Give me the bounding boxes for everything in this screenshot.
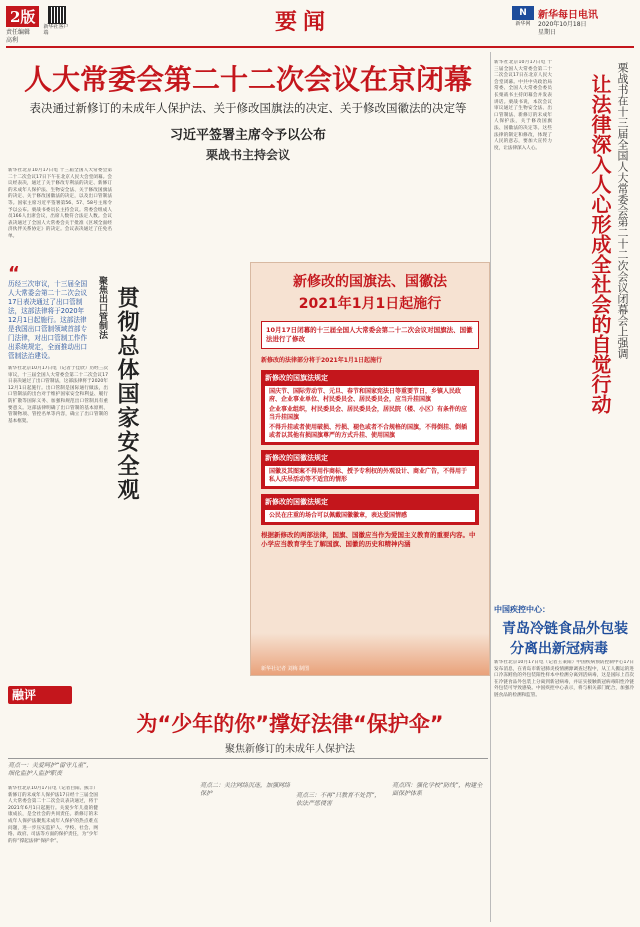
lead-sub3: 栗战书主持会议: [205, 148, 290, 162]
masthead-left: [6, 6, 98, 42]
bottom-quote-1: 亮点一：关爱呵护“留守儿童”，细化监护人监护职责: [8, 762, 93, 777]
masthead-right: [512, 6, 636, 37]
bottom-body-col3: [200, 800, 290, 922]
rongping-tag: [8, 686, 72, 704]
rule-vert-sub: 栗战书在十三届全国人大常委会第二十二次会议闭幕会上强调: [616, 62, 629, 359]
flag-item2-title: 新修改的国徽法规定: [265, 454, 328, 462]
flag-item1-point: 国庆节、国际劳动节、元旦、春节和国家宪法日等重要节日，乡镇人民政府、企业事业单位、村民委员会、居民委员会，应当升挂国旗: [269, 388, 462, 403]
export-body: 新华社北京10月17日电（记者于佳欣）历经三次审议，十三届全国人大常委会第二十二次会议17日表决通过了出口管制法，这部法律将于2020年12月1日起施行。出口管制是国际通行做法，出口管制法的出台对于维护国家安全和利益、履行防扩散等国际义务、加强和规范出口管制具有重要意义。这部法律明确了出口管制的基本原则、管制物项、管控名单等内容，确立了出口管制的基本框架。: [8, 366, 108, 424]
page-number: 2版: [6, 6, 39, 27]
flag-summary: 10月17日闭幕的十三届全国人大常委会第二十二次会议对国旗法、国徽法进行了修改: [261, 321, 479, 349]
flag-item1-title: 新修改的国旗法规定: [265, 374, 328, 382]
lead-body-col2: [118, 168, 222, 258]
bottom-quote-3: 亮点三：不再“只教育不处罚”，依法严惩侵害: [296, 792, 381, 807]
left-app-label: 新华社客户端: [43, 24, 69, 36]
xinhuanet-logo-icon: N: [512, 6, 534, 20]
lead-sub2: 习近平签署主席令予以公布: [169, 128, 326, 143]
lead-subhead: 表决通过新修订的未成年人保护法、关于修改国旗法的决定、关于修改国徽法的决定等: [29, 101, 467, 115]
flag-credit: 新华社记者 刘梅 制图: [261, 666, 310, 672]
export-title: 贯彻总体国家安全观: [114, 286, 140, 502]
flag-item1-point: 企业事业组织，村民委员会、居民委员会，居民院（楼、小区）有条件的应当升挂国旗: [269, 406, 468, 421]
column-divider: [490, 52, 491, 922]
flag-footer: 根据新修改的两部法律，国旗、国徽应当作为爱国主义教育的重要内容。中小学应当教育学生了解国旗、国徽的历史和精神内涵: [261, 531, 476, 548]
lead-headline: 人大常委会第二十二次会议在京闭幕: [23, 63, 472, 96]
lead-body-col1: 新华社北京10月17日电 十三届全国人大常委会第二十二次会议17日下午在北京人民大会堂闭幕。会议经表决，通过了关于修改专利法的决定、新修订的未成年人保护法、生物安全法、关于修改国旗法的决定、关于修改国徽法的决定，以及出口管制法等。国家主席习近平签署第56、57、58号主席令予以公布。栗战书委员长主持会议。常委会组成人员166人出席会议，出席人数符合法定人数。会议表决通过了全国人大常委会关于批准《区域全面经济伙伴关系协定》的决定。会议表决通过了任免名单。: [8, 168, 112, 239]
rule-body-col1: 新华社北京10月17日电 十三届全国人大常委会第二十二次会议17日在北京人民大会堂闭幕。中共中央政治局常委、全国人大常委会委员长栗战书主持闭幕会并发表讲话。栗战书说，本次会议审议通过了生物安全法、出口管制法、新修订的未成年人保护法，关于修改国旗法、国徽法的决定等。这些法律的制定和修改，体现了人民的意志，要加大宣传力度，让法律深入人心。: [494, 60, 552, 151]
right-app-label: 新华网: [515, 21, 531, 27]
flag-item3-title: 新修改的国徽法规定: [265, 498, 328, 506]
bottom-body-col5: [392, 802, 486, 922]
section-title: 要闻: [275, 9, 332, 35]
bottom-rule: [8, 758, 488, 759]
flag-item1-list: [265, 386, 475, 442]
bottom-body-col2: [104, 762, 194, 922]
flag-item3-point: 公民在庄重的场合可以佩戴国徽徽章，表达爱国情感: [265, 510, 475, 522]
issue-date: 2020年10月18日: [538, 21, 587, 28]
masthead-rule: [6, 46, 634, 48]
flag-item1-point: 不得升挂或者使用破损、污损、褪色或者不合规格的国旗，不得倒挂、倒插或者以其他有损国旗尊严的方式升挂、使用国旗: [269, 424, 468, 439]
flag-banner-line2: 2021年1月1日起施行: [298, 296, 442, 312]
qingdao-headline-2: 分离出新冠病毒: [510, 641, 608, 657]
export-body-col3: [152, 440, 244, 674]
export-quote-box: [8, 263, 90, 360]
qr-code-icon: [48, 6, 66, 24]
lead-body-col3: [228, 168, 332, 258]
editor-line-1: 责任编辑: [6, 29, 31, 36]
bottom-headline: 为“少年的你”撑好法律“保护伞”: [136, 712, 444, 736]
flag-law-infographic: [250, 262, 490, 676]
flag-item2-point: 国徽及其图案不得用作商标、授予专利权的外观设计、商业广告，不得用于私人庆吊活动等不适宜的情形: [265, 466, 475, 486]
rule-vert-title: 让法律深入人心形成全社会的自觉行动: [588, 74, 612, 414]
qingdao-headline-1: 青岛冷链食品外包装: [502, 621, 628, 637]
rongping-tag-text: 融评: [12, 688, 37, 702]
export-side-title: 聚焦出口管制法: [97, 276, 107, 339]
bottom-body-col1: 新华社北京10月17日电（记者白阳、熊丰）新修订的未成年人保护法17日经十三届全国人大常委会第二十二次会议表决通过，将于2021年6月1日起施行。关爱少年儿童的健康成长，是全社会的共同责任。新修订的未成年人保护法聚焦未成年人保护的热点难点问题，进一步压实监护人、学校、社会、网络、政府、司法等方面的保护责任，为“少年的你”撑起法律“保护伞”。: [8, 786, 98, 844]
flag-section-label: 新修改的法律部分将于2021年1月1日起施行: [261, 357, 383, 364]
bottom-quote-2: 亮点二：关注网络沉迷，加强网络保护: [200, 782, 291, 797]
qingdao-body: 新华社北京10月17日电（记者王秉阳）中国疾病预防控制中心17日发布消息，在青岛市新冠肺炎疫情溯源调查过程中，从工人搬运的进口冷冻鳕鱼的外包装阳性样本中检测分离到活病毒，这是国际上首次在冷链食品外包装上分离到新冠病毒，并证实接触新冠病毒阳性冷链外包装可导致感染。中国疾控中心表示，将与相关部门配合，加强冷链食品的检测和监管。: [494, 660, 634, 698]
bottom-body-col4: [296, 812, 386, 922]
editor-line-2: 高利: [6, 37, 19, 44]
bottom-quote-4: 亮点四：强化学校“防线”，构建全面保护体系: [392, 782, 483, 797]
qingdao-kicker: 中国疾控中心：: [494, 605, 550, 614]
rule-body-col2: [560, 496, 636, 596]
paper-name: 新华每日电讯: [538, 10, 598, 21]
lead-body-col4: [338, 168, 442, 258]
issue-weekday: 星期日: [538, 29, 557, 36]
flag-banner-line1: 新修改的国旗法、国徽法: [293, 274, 447, 290]
quote-mark-icon: “: [8, 263, 20, 284]
export-quote: 历经三次审议，十三届全国人大常委会第二十二次会议17日表决通过了出口管制法，这部法律将于2020年12月1日起施行。这部法律是我国出口管制领域首部专门法律，对出口管制工作作出系统规定，全面推动出口管制法治建设。: [8, 280, 88, 360]
bottom-subhead: 聚焦新修订的未成年人保护法: [225, 744, 355, 755]
